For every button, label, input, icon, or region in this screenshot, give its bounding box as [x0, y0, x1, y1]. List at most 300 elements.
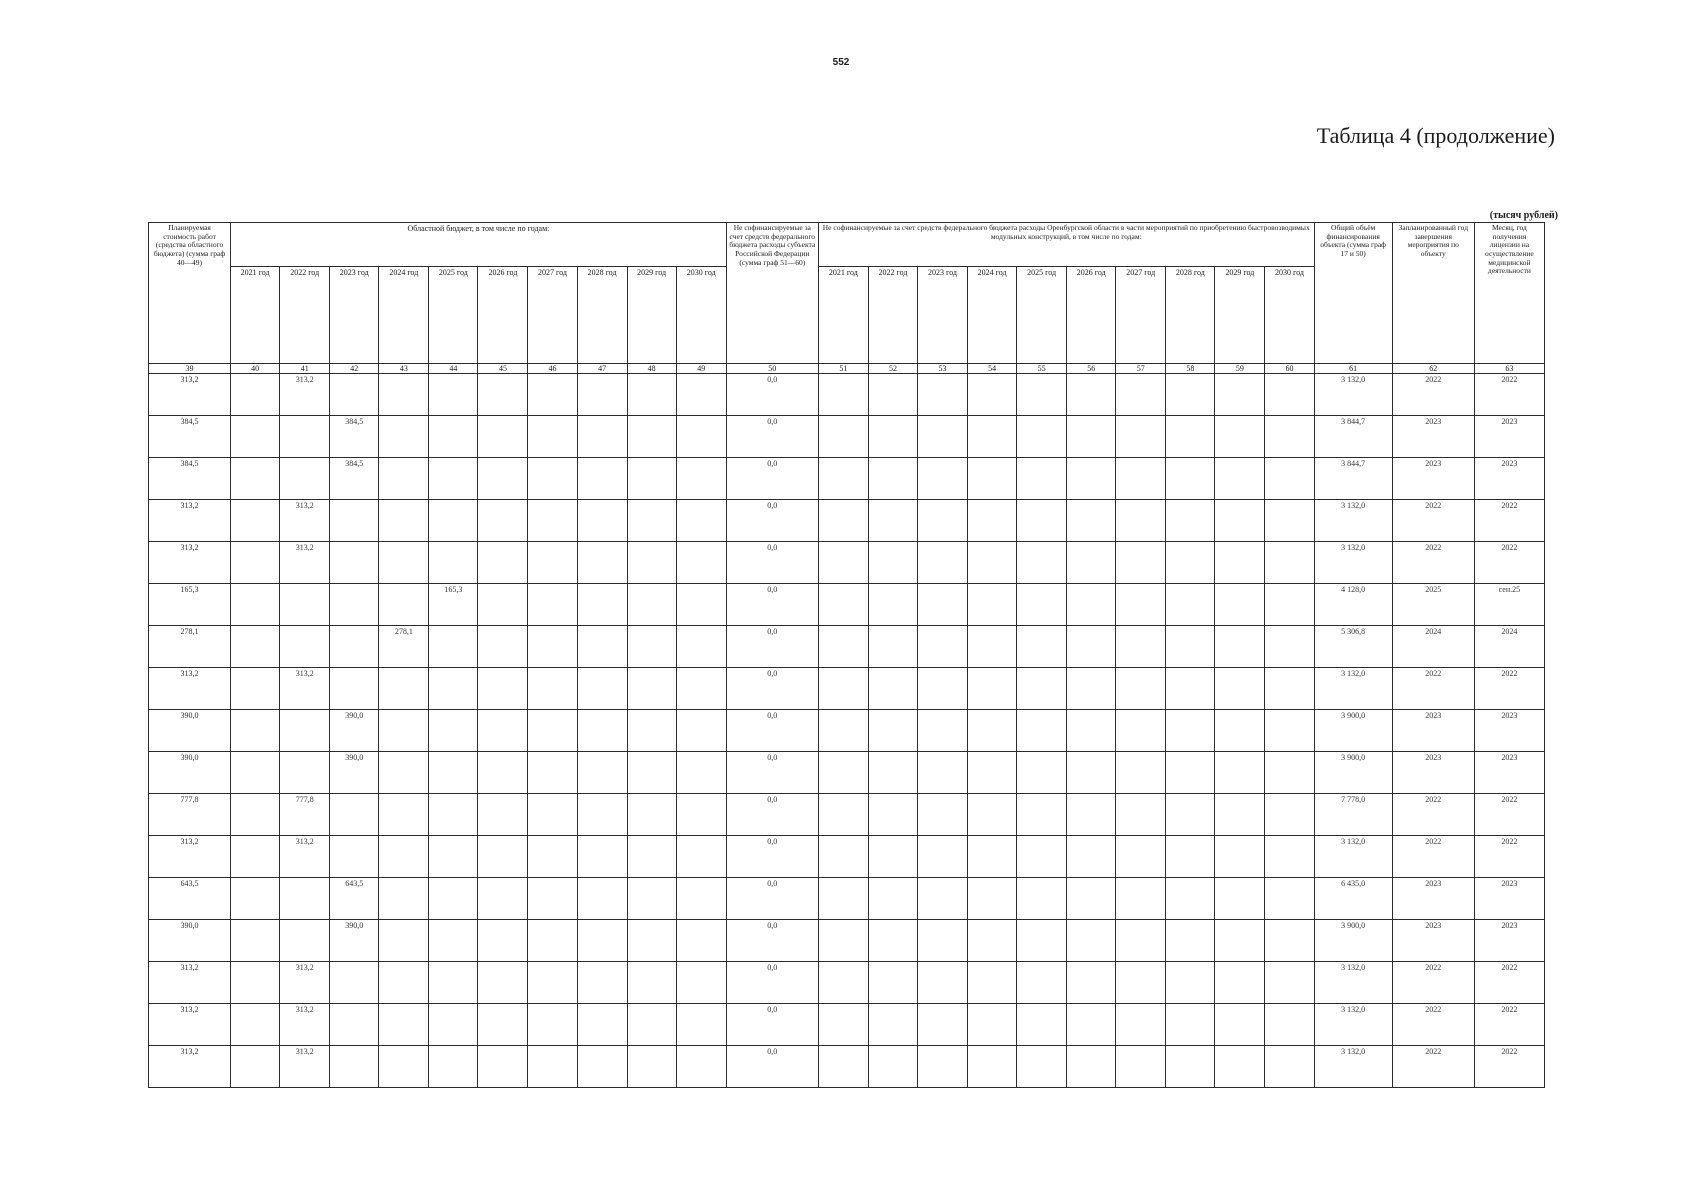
cell-regional-year [676, 752, 726, 794]
cell-regional-year [528, 458, 577, 500]
cell-not-cofinanced-year [1215, 458, 1265, 500]
cell-total-volume: 7 778,0 [1314, 794, 1392, 836]
cell-regional-year [627, 1046, 676, 1088]
cell-regional-year [676, 836, 726, 878]
cell-not-cofinanced-year [1166, 1046, 1215, 1088]
column-number: 43 [379, 364, 429, 374]
cell-not-cofinanced-year [818, 626, 868, 668]
cell-not-cofinanced-year [917, 752, 967, 794]
cell-regional-year [676, 626, 726, 668]
cell-not-cofinanced-year [1215, 584, 1265, 626]
column-number: 55 [1017, 364, 1067, 374]
cell-not-cofinanced-year [917, 500, 967, 542]
cell-regional-year [577, 668, 627, 710]
cell-not-cofinanced-year [1265, 710, 1314, 752]
cell-regional-year [330, 836, 379, 878]
cell-regional-year [429, 458, 478, 500]
cell-regional-year [627, 416, 676, 458]
cell-regional-year [379, 542, 429, 584]
header-regional-year: 2024 год [379, 267, 429, 364]
column-number: 45 [478, 364, 528, 374]
cell-regional-year [429, 626, 478, 668]
cell-not-cofinanced-year [917, 836, 967, 878]
cell-not-cofinanced-year [1166, 668, 1215, 710]
cell-regional-year [280, 920, 330, 962]
cell-not-cofinanced: 0,0 [726, 1046, 818, 1088]
cell-regional-year [627, 962, 676, 1004]
cell-planned-year: 2023 [1392, 752, 1474, 794]
cell-license-date: сен.25 [1474, 584, 1544, 626]
cell-not-cofinanced: 0,0 [726, 710, 818, 752]
cell-not-cofinanced-year [968, 1046, 1017, 1088]
cell-regional-year [330, 626, 379, 668]
cell-regional-year [478, 458, 528, 500]
cell-regional-year: 313,2 [280, 1046, 330, 1088]
cell-not-cofinanced: 0,0 [726, 668, 818, 710]
cell-regional-year [528, 836, 577, 878]
cell-not-cofinanced-year [1067, 794, 1116, 836]
cell-not-cofinanced-year [1017, 374, 1067, 416]
cell-regional-year [330, 962, 379, 1004]
cell-regional-year [231, 500, 280, 542]
cell-regional-year [478, 584, 528, 626]
cell-not-cofinanced-year [968, 458, 1017, 500]
cell-planned-cost: 313,2 [149, 542, 231, 584]
cell-not-cofinanced-year [1215, 626, 1265, 668]
cell-regional-year [528, 542, 577, 584]
cell-regional-year [330, 1004, 379, 1046]
header-not-cofinanced-year: 2025 год [1017, 267, 1067, 364]
cell-regional-year [627, 668, 676, 710]
cell-regional-year [231, 962, 280, 1004]
column-number: 61 [1314, 364, 1392, 374]
cell-regional-year: 390,0 [330, 920, 379, 962]
cell-not-cofinanced: 0,0 [726, 962, 818, 1004]
header-regional-year: 2030 год [676, 267, 726, 364]
cell-not-cofinanced: 0,0 [726, 500, 818, 542]
cell-not-cofinanced-year [1017, 710, 1067, 752]
header-regional-year: 2022 год [280, 267, 330, 364]
cell-not-cofinanced-year [1116, 626, 1166, 668]
cell-not-cofinanced-year [1215, 1046, 1265, 1088]
cell-not-cofinanced-year [1166, 836, 1215, 878]
cell-not-cofinanced-year [868, 752, 917, 794]
cell-total-volume: 3 132,0 [1314, 1046, 1392, 1088]
cell-license-date: 2023 [1474, 752, 1544, 794]
header-total-volume: Общий объём финансирования объекта (сумма граф 17 и 50) [1314, 223, 1392, 364]
header-not-cofinanced-years: Не софинансируемые за счет средств федерального бюджета расходы Оренбургской области в части мероприятий по приобретению быстровозводимых модульных конструкций, в том числе по годам: [818, 223, 1314, 267]
cell-regional-year [280, 626, 330, 668]
header-not-cofinanced-year: 2024 год [968, 267, 1017, 364]
cell-not-cofinanced-year [818, 1004, 868, 1046]
cell-regional-year [676, 500, 726, 542]
cell-regional-year [429, 836, 478, 878]
cell-regional-year [231, 542, 280, 584]
cell-regional-year [429, 374, 478, 416]
cell-regional-year [627, 836, 676, 878]
cell-planned-year: 2022 [1392, 374, 1474, 416]
header-not-cofinanced: Не софинансируемые за счет средств федерального бюджета расходы субъекта Российской Федерации (сумма граф 51—60) [726, 223, 818, 364]
cell-regional-year [231, 1004, 280, 1046]
cell-regional-year [231, 794, 280, 836]
cell-not-cofinanced-year [868, 668, 917, 710]
cell-regional-year [429, 752, 478, 794]
cell-regional-year [676, 710, 726, 752]
cell-regional-year [577, 710, 627, 752]
column-number: 40 [231, 364, 280, 374]
cell-regional-year [379, 836, 429, 878]
cell-not-cofinanced-year [818, 794, 868, 836]
cell-regional-year [627, 584, 676, 626]
cell-not-cofinanced-year [1067, 920, 1116, 962]
cell-regional-year [577, 1004, 627, 1046]
cell-not-cofinanced-year [1017, 962, 1067, 1004]
cell-planned-cost: 313,2 [149, 374, 231, 416]
table-row [149, 1046, 1545, 1088]
header-not-cofinanced-year: 2028 год [1166, 267, 1215, 364]
header-planned-year: Запланированный год завершения мероприятия по объекту [1392, 223, 1474, 364]
cell-regional-year [478, 1004, 528, 1046]
cell-not-cofinanced-year [1067, 836, 1116, 878]
cell-not-cofinanced-year [1017, 584, 1067, 626]
cell-not-cofinanced-year [917, 710, 967, 752]
cell-license-date: 2023 [1474, 416, 1544, 458]
cell-regional-year [577, 374, 627, 416]
units-label: (тысяч рублей) [1489, 210, 1558, 221]
column-number: 48 [627, 364, 676, 374]
table-header [149, 223, 1545, 374]
cell-not-cofinanced-year [917, 374, 967, 416]
cell-not-cofinanced-year [968, 920, 1017, 962]
cell-regional-year [528, 500, 577, 542]
table-row [149, 626, 1545, 668]
cell-not-cofinanced-year [1265, 962, 1314, 1004]
cell-regional-year [429, 542, 478, 584]
table-row [149, 836, 1545, 878]
cell-not-cofinanced-year [1116, 1004, 1166, 1046]
column-number: 63 [1474, 364, 1544, 374]
cell-regional-year [379, 920, 429, 962]
cell-not-cofinanced-year [1017, 458, 1067, 500]
cell-not-cofinanced: 0,0 [726, 626, 818, 668]
cell-regional-year [577, 836, 627, 878]
header-regional-year: 2025 год [429, 267, 478, 364]
cell-not-cofinanced-year [917, 962, 967, 1004]
cell-total-volume: 3 900,0 [1314, 752, 1392, 794]
cell-regional-year [528, 794, 577, 836]
cell-regional-year [627, 500, 676, 542]
cell-not-cofinanced-year [1215, 374, 1265, 416]
cell-total-volume: 3 132,0 [1314, 542, 1392, 584]
column-number: 54 [968, 364, 1017, 374]
cell-regional-year [676, 374, 726, 416]
cell-regional-year [676, 962, 726, 1004]
column-number: 49 [676, 364, 726, 374]
cell-not-cofinanced-year [818, 458, 868, 500]
cell-regional-year [676, 416, 726, 458]
cell-regional-year [627, 794, 676, 836]
cell-not-cofinanced-year [1017, 752, 1067, 794]
cell-not-cofinanced: 0,0 [726, 836, 818, 878]
cell-regional-year [379, 668, 429, 710]
cell-regional-year [379, 374, 429, 416]
cell-planned-cost: 390,0 [149, 752, 231, 794]
cell-not-cofinanced-year [917, 416, 967, 458]
cell-regional-year [528, 710, 577, 752]
cell-regional-year [429, 962, 478, 1004]
cell-not-cofinanced-year [1215, 794, 1265, 836]
cell-not-cofinanced: 0,0 [726, 416, 818, 458]
header-not-cofinanced-year: 2022 год [868, 267, 917, 364]
cell-not-cofinanced: 0,0 [726, 1004, 818, 1046]
cell-regional-year [280, 878, 330, 920]
cell-not-cofinanced-year [868, 500, 917, 542]
cell-license-date: 2022 [1474, 668, 1544, 710]
cell-planned-cost: 278,1 [149, 626, 231, 668]
table-row [149, 710, 1545, 752]
cell-not-cofinanced-year [818, 920, 868, 962]
cell-regional-year [577, 920, 627, 962]
cell-regional-year [528, 1046, 577, 1088]
column-number: 47 [577, 364, 627, 374]
cell-not-cofinanced-year [1067, 962, 1116, 1004]
cell-regional-year [280, 710, 330, 752]
cell-not-cofinanced-year [968, 542, 1017, 584]
cell-not-cofinanced-year [1215, 500, 1265, 542]
cell-not-cofinanced-year [1017, 1046, 1067, 1088]
cell-not-cofinanced-year [1215, 878, 1265, 920]
cell-not-cofinanced-year [868, 1004, 917, 1046]
budget-table [148, 222, 1545, 1088]
cell-not-cofinanced-year [1265, 374, 1314, 416]
cell-regional-year [330, 542, 379, 584]
cell-regional-year [478, 374, 528, 416]
cell-regional-year [379, 962, 429, 1004]
cell-not-cofinanced-year [917, 878, 967, 920]
cell-license-date: 2022 [1474, 794, 1544, 836]
cell-not-cofinanced-year [818, 542, 868, 584]
cell-regional-year [478, 878, 528, 920]
cell-not-cofinanced-year [1166, 500, 1215, 542]
table-body [149, 374, 1545, 1088]
column-number: 39 [149, 364, 231, 374]
cell-not-cofinanced-year [1017, 1004, 1067, 1046]
cell-not-cofinanced-year [1166, 374, 1215, 416]
cell-not-cofinanced-year [1116, 1046, 1166, 1088]
cell-not-cofinanced-year [1215, 710, 1265, 752]
cell-not-cofinanced-year [868, 458, 917, 500]
header-license-date: Месяц, год получения лицензии на осуществление медицинской деятельности [1474, 223, 1544, 364]
cell-not-cofinanced-year [868, 836, 917, 878]
cell-not-cofinanced-year [1215, 542, 1265, 584]
cell-regional-year [478, 920, 528, 962]
cell-regional-year [330, 374, 379, 416]
cell-regional-year [627, 752, 676, 794]
cell-planned-year: 2023 [1392, 710, 1474, 752]
cell-license-date: 2022 [1474, 962, 1544, 1004]
cell-total-volume: 3 844,7 [1314, 458, 1392, 500]
cell-not-cofinanced-year [968, 1004, 1017, 1046]
cell-not-cofinanced-year [1116, 962, 1166, 1004]
cell-not-cofinanced-year [1166, 626, 1215, 668]
cell-license-date: 2024 [1474, 626, 1544, 668]
cell-regional-year [231, 374, 280, 416]
cell-not-cofinanced-year [1265, 836, 1314, 878]
cell-not-cofinanced-year [968, 752, 1017, 794]
cell-not-cofinanced: 0,0 [726, 752, 818, 794]
cell-not-cofinanced-year [1166, 458, 1215, 500]
cell-license-date: 2022 [1474, 1004, 1544, 1046]
cell-not-cofinanced-year [1166, 752, 1215, 794]
cell-not-cofinanced-year [917, 626, 967, 668]
column-number: 50 [726, 364, 818, 374]
cell-planned-cost: 313,2 [149, 1004, 231, 1046]
cell-regional-year [528, 668, 577, 710]
column-number: 42 [330, 364, 379, 374]
cell-planned-year: 2022 [1392, 668, 1474, 710]
cell-not-cofinanced-year [1017, 500, 1067, 542]
cell-regional-year [577, 458, 627, 500]
cell-regional-year [627, 920, 676, 962]
cell-regional-year [379, 878, 429, 920]
column-number: 41 [280, 364, 330, 374]
cell-regional-year [231, 416, 280, 458]
cell-regional-year [676, 584, 726, 626]
cell-not-cofinanced-year [1116, 374, 1166, 416]
cell-regional-year [429, 794, 478, 836]
cell-planned-year: 2022 [1392, 1004, 1474, 1046]
cell-not-cofinanced-year [1265, 1046, 1314, 1088]
cell-regional-year [528, 962, 577, 1004]
cell-regional-year [379, 710, 429, 752]
cell-regional-year [627, 542, 676, 584]
cell-planned-cost: 313,2 [149, 500, 231, 542]
cell-planned-year: 2024 [1392, 626, 1474, 668]
column-number: 52 [868, 364, 917, 374]
table-row [149, 542, 1545, 584]
column-number: 56 [1067, 364, 1116, 374]
cell-not-cofinanced-year [1265, 920, 1314, 962]
cell-regional-year [231, 1046, 280, 1088]
cell-regional-year [478, 626, 528, 668]
cell-regional-year [676, 920, 726, 962]
cell-not-cofinanced-year [1067, 500, 1116, 542]
cell-regional-year [280, 416, 330, 458]
cell-not-cofinanced-year [968, 584, 1017, 626]
cell-not-cofinanced-year [818, 416, 868, 458]
cell-regional-year [577, 962, 627, 1004]
cell-planned-cost: 313,2 [149, 962, 231, 1004]
cell-not-cofinanced: 0,0 [726, 878, 818, 920]
cell-not-cofinanced-year [868, 1046, 917, 1088]
cell-not-cofinanced-year [1116, 878, 1166, 920]
cell-not-cofinanced-year [868, 710, 917, 752]
cell-regional-year [379, 1046, 429, 1088]
table-row [149, 500, 1545, 542]
cell-planned-cost: 313,2 [149, 668, 231, 710]
cell-regional-year: 643,5 [330, 878, 379, 920]
cell-planned-year: 2023 [1392, 920, 1474, 962]
cell-planned-year: 2022 [1392, 542, 1474, 584]
cell-regional-year: 313,2 [280, 500, 330, 542]
cell-not-cofinanced-year [1215, 836, 1265, 878]
cell-regional-year [577, 794, 627, 836]
cell-not-cofinanced-year [917, 1004, 967, 1046]
cell-not-cofinanced-year [868, 374, 917, 416]
table-row [149, 794, 1545, 836]
cell-regional-year: 313,2 [280, 962, 330, 1004]
cell-not-cofinanced-year [1116, 584, 1166, 626]
column-number: 59 [1215, 364, 1265, 374]
cell-license-date: 2022 [1474, 1046, 1544, 1088]
cell-not-cofinanced-year [818, 584, 868, 626]
cell-total-volume: 3 132,0 [1314, 836, 1392, 878]
cell-regional-year [231, 878, 280, 920]
cell-planned-cost: 384,5 [149, 416, 231, 458]
cell-not-cofinanced-year [1215, 668, 1265, 710]
cell-not-cofinanced-year [1067, 584, 1116, 626]
cell-regional-year [478, 710, 528, 752]
table-row [149, 416, 1545, 458]
cell-not-cofinanced-year [1265, 416, 1314, 458]
cell-total-volume: 3 900,0 [1314, 920, 1392, 962]
cell-not-cofinanced-year [1116, 752, 1166, 794]
cell-license-date: 2022 [1474, 500, 1544, 542]
table-row [149, 752, 1545, 794]
cell-regional-year [231, 458, 280, 500]
cell-not-cofinanced-year [1116, 794, 1166, 836]
cell-total-volume: 3 132,0 [1314, 962, 1392, 1004]
cell-regional-year [627, 374, 676, 416]
cell-regional-year [478, 962, 528, 1004]
cell-total-volume: 5 306,8 [1314, 626, 1392, 668]
cell-regional-year [429, 1046, 478, 1088]
cell-not-cofinanced-year [1067, 752, 1116, 794]
header-not-cofinanced-year: 2021 год [818, 267, 868, 364]
cell-total-volume: 3 900,0 [1314, 710, 1392, 752]
cell-planned-cost: 390,0 [149, 710, 231, 752]
cell-regional-year [330, 500, 379, 542]
column-number: 62 [1392, 364, 1474, 374]
cell-not-cofinanced-year [818, 752, 868, 794]
cell-regional-year [231, 710, 280, 752]
cell-regional-year [577, 584, 627, 626]
cell-not-cofinanced-year [1265, 626, 1314, 668]
cell-regional-year [577, 416, 627, 458]
cell-not-cofinanced-year [1116, 920, 1166, 962]
cell-regional-year: 384,5 [330, 458, 379, 500]
cell-not-cofinanced-year [1265, 1004, 1314, 1046]
cell-not-cofinanced-year [1067, 458, 1116, 500]
cell-not-cofinanced-year [917, 920, 967, 962]
cell-not-cofinanced-year [1265, 584, 1314, 626]
cell-not-cofinanced-year [1067, 1046, 1116, 1088]
cell-not-cofinanced-year [1067, 1004, 1116, 1046]
cell-not-cofinanced-year [1067, 668, 1116, 710]
cell-not-cofinanced-year [1067, 416, 1116, 458]
table-row [149, 1004, 1545, 1046]
header-column-numbers [149, 364, 1545, 374]
cell-regional-year [676, 878, 726, 920]
header-not-cofinanced-year: 2030 год [1265, 267, 1314, 364]
cell-regional-year [429, 416, 478, 458]
cell-regional-year [478, 500, 528, 542]
table-row [149, 584, 1545, 626]
cell-regional-year [231, 920, 280, 962]
cell-regional-year [330, 584, 379, 626]
header-regional-year: 2027 год [528, 267, 577, 364]
cell-planned-cost: 777,8 [149, 794, 231, 836]
